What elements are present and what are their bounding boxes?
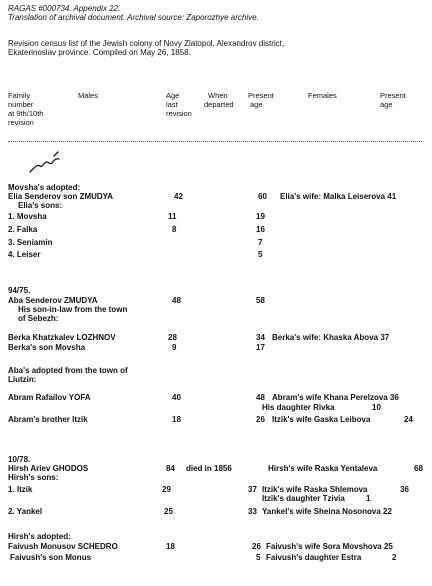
header-text: Age <box>166 91 180 100</box>
census-cell: 58 <box>256 296 265 305</box>
census-cell: Aba's adopted from the town of <box>8 366 128 375</box>
census-cell: 60 <box>258 192 267 201</box>
census-cell: 48 <box>256 393 265 402</box>
census-cell: Hirsh Ariev GHODOS <box>8 464 89 473</box>
census-cell: Abram Rafailov YOFA <box>8 393 91 402</box>
census-cell: Elia's sons: <box>18 201 63 210</box>
census-cell: Berka Khatzkalev LOZHNOV <box>8 333 116 342</box>
census-cell: 1. Itzik <box>8 485 33 494</box>
column-header-males: Males <box>78 91 99 100</box>
census-cell: 37 <box>248 485 257 494</box>
census-cell: Berka's son Movsha <box>8 343 86 352</box>
census-cell: 68 <box>414 464 423 473</box>
census-cell: 29 <box>162 485 171 494</box>
census-cell: 1 <box>366 494 371 503</box>
census-cell: Faivush's son Monus <box>10 553 92 562</box>
census-cell: His son-in-law from the town <box>18 305 128 314</box>
header-text: age <box>380 100 393 109</box>
header-text: When <box>208 91 228 100</box>
census-cell: Faivush's wife Sora Movshova 25 <box>266 542 393 551</box>
census-cell: 7 <box>258 238 263 247</box>
census-cell: 8 <box>172 225 177 234</box>
census-cell: 28 <box>168 333 177 342</box>
census-cell: 26 <box>256 415 265 424</box>
header-text: age <box>250 100 263 109</box>
handwritten-mark <box>28 150 68 176</box>
doc-title-line-1: Revision census list of the Jewish colony of Novy Zlatopol, Alexandrov district, <box>8 39 285 48</box>
census-cell: 10/78. <box>8 455 31 464</box>
header-text: at 9th/10th <box>8 109 44 118</box>
census-cell: 5 <box>256 553 261 562</box>
census-cell: 2. Falka <box>8 225 38 234</box>
census-cell: Elia's wife: Malka Leiserova 41 <box>280 192 397 201</box>
header-text: revision <box>166 109 192 118</box>
dotted-separator <box>8 141 422 142</box>
header-text: last <box>166 100 178 109</box>
census-cell: 94/75. <box>8 286 31 295</box>
census-cell: Itzik's daughter Tzivia <box>262 494 345 503</box>
census-cell: 2. Yankel <box>8 507 43 516</box>
census-cell: 33 <box>248 507 257 516</box>
census-cell: 17 <box>256 343 265 352</box>
census-cell: 11 <box>168 212 177 221</box>
census-cell: Itzik's wife Gaska Leibova <box>272 415 371 424</box>
archive-reference: RAGAS #000734. Appendix 22. <box>8 4 121 13</box>
header-text: number <box>8 100 34 109</box>
census-cell: 16 <box>256 225 265 234</box>
census-cell: 2 <box>392 553 397 562</box>
census-cell: Hirsh's sons: <box>8 473 59 482</box>
census-cell: Abram's wife Khana Perelzova 36 <box>272 393 399 402</box>
census-cell: died in 1856 <box>186 464 232 473</box>
census-cell: 42 <box>174 192 183 201</box>
census-cell: Hirsh's adopted: <box>8 532 71 541</box>
header-text: revision <box>8 118 34 127</box>
header-text: Present <box>380 91 406 100</box>
census-cell: 84 <box>166 464 175 473</box>
census-cell: 34 <box>256 333 265 342</box>
header-text: Family <box>8 91 31 100</box>
census-cell: Itzik's wife Raska Shlemova <box>262 485 368 494</box>
census-cell: 1. Movsha <box>8 212 47 221</box>
census-cell: Yankel's wife Sheina Nosonova 22 <box>262 507 392 516</box>
census-cell: of Sebezh: <box>18 314 59 323</box>
census-cell: Faivush's daughter Estra <box>266 553 362 562</box>
census-cell: 5 <box>258 250 263 259</box>
census-cell: 19 <box>256 212 265 221</box>
census-cell: 4. Leiser <box>8 250 41 259</box>
census-cell: Abram's brother Itzik <box>8 415 88 424</box>
census-cell: His daughter Rivka <box>262 403 335 412</box>
census-cell: 3. Seniamin <box>8 238 53 247</box>
census-cell: 25 <box>164 507 173 516</box>
census-cell: Hirsh's wife Raska Yentaleva <box>268 464 378 473</box>
header-text: Present <box>248 91 274 100</box>
column-header-females: Females <box>308 91 337 100</box>
census-cell: 36 <box>400 485 409 494</box>
census-cell: 26 <box>252 542 261 551</box>
census-cell: Faivush Monusov SCHEDRO <box>8 542 118 551</box>
census-cell: Elia Senderov son ZMUDYA <box>8 192 114 201</box>
census-cell: 10 <box>372 403 381 412</box>
census-cell: 40 <box>172 393 181 402</box>
census-cell: 18 <box>172 415 181 424</box>
census-cell: Liutzin: <box>8 375 37 384</box>
archive-source: Translation of archival document. Archival source: Zaporozhye archive. <box>8 13 259 22</box>
doc-title-line-2: Ekaterinoslav province. Compiled on May 26, 1858. <box>8 48 191 57</box>
census-cell: 9 <box>172 343 177 352</box>
census-cell: Aba Senderov ZMUDYA <box>8 296 98 305</box>
census-cell: Berka's wife: Khaska Abova 37 <box>272 333 390 342</box>
census-cell: 48 <box>172 296 181 305</box>
header-text: departed <box>204 100 234 109</box>
census-cell: Movsha's adopted: <box>8 183 81 192</box>
census-cell: 18 <box>166 542 175 551</box>
census-cell: 24 <box>404 415 413 424</box>
